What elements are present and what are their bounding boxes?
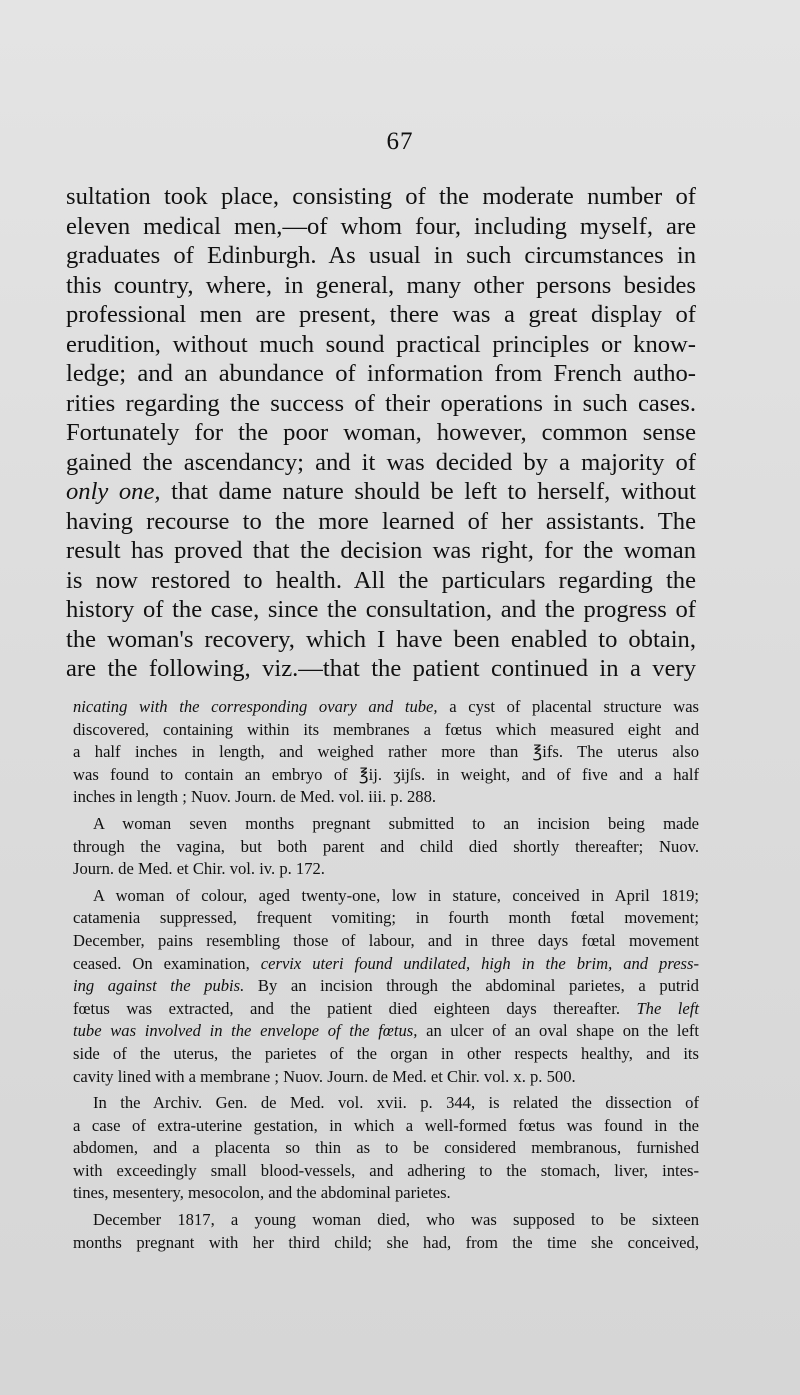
body-line: are the following, viz.—that the patient continued in a very	[66, 655, 696, 682]
body-line: history of the case, since the consultation, and the progress of	[66, 596, 696, 623]
italic-emphasis: ing against the pubis.	[73, 976, 245, 996]
footnote-text: ceased. On examination,	[73, 953, 250, 973]
body-line	[66, 477, 696, 507]
footnote-line: December 1817, a young woman died, who was supposed to be sixteen	[93, 1210, 699, 1230]
footnote-text: a cyst of placental structure was	[449, 697, 700, 716]
footnote-line	[73, 998, 699, 1021]
body-line-rest: that dame nature should be left to herself, without	[171, 478, 696, 505]
footnote-line	[73, 1020, 699, 1043]
footnote-text: fœtus was extracted, and the patient died eighteen days thereafter.	[73, 998, 620, 1018]
footnote-line	[73, 975, 699, 998]
body-line: sultation took place, consisting of the moderate number of	[66, 183, 696, 210]
footnote-line: months pregnant with her third child; she had, from the time she conceived,	[73, 1232, 699, 1252]
footnote-paragraph	[73, 813, 699, 881]
footnote-line	[73, 953, 699, 976]
footnote-text: an ulcer of an oval shape on the left	[426, 1021, 699, 1041]
italic-emphasis: nicating with the corresponding ovary and tube,	[73, 697, 438, 716]
footnote-line: In the Archiv. Gen. de Med. vol. xvii. p. 344, is related the dissection of	[93, 1093, 699, 1113]
footnote-line: was found to contain an embryo of ℥ij. ʒijſs. in weight, and of five and a half	[73, 764, 699, 784]
footnote-line: catamenia suppressed, frequent vomiting; in fourth month fœtal movement;	[73, 908, 699, 928]
footnote-line: inches in length ; Nuov. Journ. de Med. vol. iii. p. 288.	[73, 787, 437, 807]
body-line: Fortunately for the poor woman, however, common sense	[66, 419, 696, 446]
body-line: eleven medical men,—of whom four, including myself, are	[66, 212, 696, 240]
footnote-paragraph	[73, 1092, 699, 1205]
body-line: professional men are present, there was a great display of	[66, 301, 696, 328]
italic-emphasis: The left	[636, 998, 699, 1018]
footnote-line: December, pains resembling those of labour, and in three days fœtal movement	[73, 930, 699, 950]
body-line: result has proved that the decision was right, for the woman	[66, 537, 696, 564]
body-line: the woman's recovery, which I have been enabled to obtain,	[66, 625, 696, 653]
body-line: rities regarding the success of their operations in such cases.	[66, 389, 696, 417]
footnote-paragraph	[73, 885, 699, 1088]
footnote-line: through the vagina, but both parent and child died shortly thereafter; Nuov.	[73, 836, 699, 856]
italic-emphasis: tube was involved in the envelope of the fœtus,	[73, 1021, 418, 1041]
body-line: graduates of Edinburgh. As usual in such circumstances in	[66, 242, 696, 269]
footnote-line: a half inches in length, and weighed rather more than ℥ifs. The uterus also	[73, 742, 699, 762]
footnote-line: with exceedingly small blood-vessels, and adhering to the stomach, liver, intes-	[73, 1160, 699, 1180]
footnote-line: abdomen, and a placenta so thin as to be considered membranous, furnished	[73, 1138, 699, 1158]
footnote-line: Journ. de Med. et Chir. vol. iv. p. 172.	[73, 859, 325, 879]
body-line: gained the ascendancy; and it was decided by a majority of	[66, 448, 696, 476]
footnotes	[73, 696, 699, 1254]
main-body-text	[66, 182, 696, 684]
footnote-line: tines, mesentery, mesocolon, and the abdominal parietes.	[73, 1183, 451, 1203]
footnote-line: side of the uterus, the parietes of the organ in other respects healthy, and its	[73, 1043, 699, 1063]
page-number: 67	[386, 128, 414, 155]
body-line: this country, where, in general, many other persons besides	[66, 271, 696, 299]
footnote-line: a case of extra-uterine gestation, in which a well-formed fœtus was found in the	[73, 1115, 699, 1135]
body-line: having recourse to the more learned of her assistants. The	[66, 507, 696, 535]
footnote-line	[73, 696, 699, 719]
footnote-line: cavity lined with a membrane ; Nuov. Journ. de Med. et Chir. vol. x. p. 500.	[73, 1066, 576, 1086]
footnote-paragraph	[73, 1209, 699, 1254]
italic-emphasis: only one,	[66, 478, 161, 505]
footnote-text: By an incision through the abdominal parietes, a putrid	[257, 976, 699, 996]
body-line: is now restored to health. All the particulars regarding the	[66, 566, 696, 594]
footnote-line: A woman of colour, aged twenty-one, low in stature, conceived in April 1819;	[93, 885, 699, 905]
footnote-paragraph	[73, 696, 699, 809]
italic-emphasis: cervix uteri found undilated, high in the brim, and press-	[260, 953, 699, 973]
body-line: erudition, without much sound practical principles or know-	[66, 330, 696, 358]
footnote-line: A woman seven months pregnant submitted to an incision being made	[93, 813, 699, 833]
footnote-line: discovered, containing within its membranes a fœtus which measured eight and	[73, 719, 699, 739]
body-line: ledge; and an abundance of information from French autho-	[66, 360, 696, 387]
